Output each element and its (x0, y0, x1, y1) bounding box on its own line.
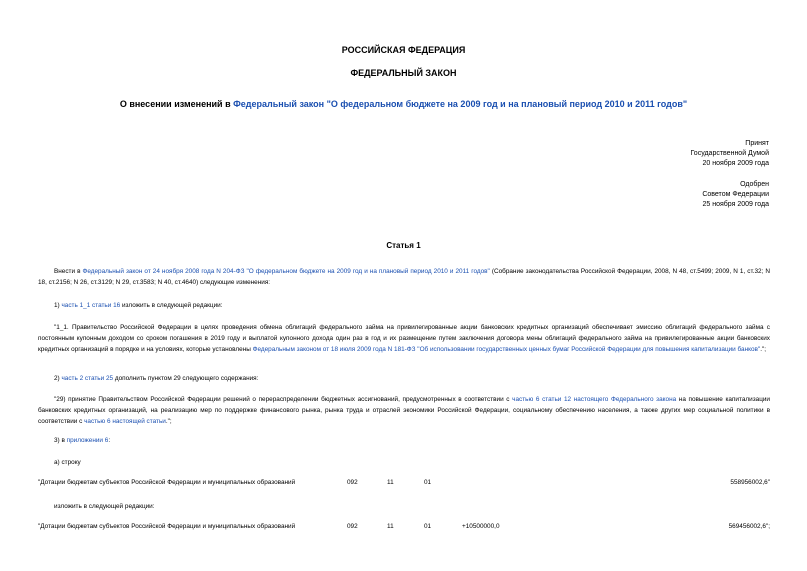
row2-code1: 092 (347, 523, 358, 530)
quote-2 (38, 394, 770, 427)
intro-text-b: (Собрание законодательства Российской Федерации, 2008, N 48, ст.5499; 2009, N 1, ст.32; N 18, ст.2156; N 26, ст.3129; N 29, ст.3583; N 40, ст.4640) следующие изменения: (38, 268, 771, 286)
quote-1 (38, 322, 770, 355)
item-1 (54, 300, 223, 311)
approved-date: 25 ноября 2009 года (702, 201, 769, 208)
quote1-text-b: ."; (760, 346, 767, 353)
intro-text-a: Внести в (54, 268, 83, 275)
item1-text-a: 1) (54, 302, 62, 309)
law-title-prefix: О внесении изменений в (119, 99, 234, 109)
law-title (0, 99, 807, 109)
accepted-body: Государственной Думой (690, 150, 769, 157)
table-row (38, 523, 770, 533)
item-3 (54, 435, 110, 446)
item-2 (54, 373, 258, 384)
item3-link[interactable]: приложении 6 (66, 437, 109, 444)
adoption-duma (690, 139, 769, 169)
law-type-heading: ФЕДЕРАЛЬНЫЙ ЗАКОН (350, 68, 457, 78)
row1-name: "Дотации бюджетам субъектов Российской Федерации и муниципальных образований (38, 479, 296, 486)
row2-amount: 569456002,6"; (728, 523, 770, 530)
row1-code3: 01 (424, 479, 432, 486)
quote1-text-a: "1_1. Правительство Российской Федерации в целях проведения обмена облигаций федерального займа на привилегированные акции банковских кредитных организаций обеспечивает эмиссию облигаций федерального займа с постоянным купонным доходом со сроком погашения в 2019 году и выплатой купонного дохода один раз в год и их размещение путем заключения договора мены облигаций федерального займа на привилегированные акции банковских кредитных организаций в порядке и на условиях, которые установлены (38, 324, 770, 353)
adoption-council (702, 180, 769, 210)
quote2-link-2[interactable]: частью 6 настоящей статьи (84, 418, 166, 425)
row2-code3: 01 (424, 523, 432, 530)
row1-code1: 092 (347, 479, 358, 486)
item3-text-a: 3) в (54, 437, 67, 444)
approved-label: Одобрен (740, 181, 769, 188)
quote2-link-1[interactable]: частью 6 статьи 12 настоящего Федерального закона (512, 396, 677, 403)
item2-text-b: дополнить пунктом 29 следующего содержания: (113, 375, 259, 382)
item3-text-b: : (108, 437, 111, 444)
item1-link[interactable]: часть 1_1 статьи 16 (61, 302, 121, 309)
law-title-link[interactable]: Федеральный закон "О федеральном бюджете на 2009 год и на плановый период 2010 и 2011 годов" (233, 99, 688, 109)
article-heading: Статья 1 (386, 241, 421, 250)
row2-name: "Дотации бюджетам субъектов Российской Федерации и муниципальных образований (38, 523, 296, 530)
table-row (38, 479, 770, 489)
quote2-text-a: "29) принятие Правительством Российской Федерации решений о перераспределении бюджетных ассигнований, предусмотренных в соответствии с (54, 396, 513, 403)
article-intro (38, 266, 770, 288)
intro-law-link[interactable]: Федеральный закон от 24 ноября 2008 года N 204-ФЗ "О федеральном бюджете на 2009 год и на плановый период 2010 и 2011 годов" (82, 268, 490, 275)
row1-amount: 558956002,6" (730, 479, 770, 486)
item2-text-a: 2) (54, 375, 62, 382)
quote2-text-b: на повышение капитализации банковских кредитных организаций, на реализацию мер по поддержке финансового рынка, рынка труда и отраслей экономики Российской Федерации, социальному обеспечению населения, а также других мер социальной политики в соответствии с (38, 396, 770, 425)
item1-text-b: изложить в следующей редакции: (120, 302, 223, 309)
row1-code2: 11 (387, 479, 394, 486)
replace-text: изложить в следующей редакции: (54, 503, 155, 510)
country-heading: РОССИЙСКАЯ ФЕДЕРАЦИЯ (341, 45, 466, 55)
accepted-date: 20 ноября 2009 года (702, 160, 769, 167)
item2-link[interactable]: часть 2 статьи 25 (61, 375, 114, 382)
row2-change: +10500000,0 (462, 523, 500, 530)
accepted-label: Принят (745, 140, 769, 147)
row2-code2: 11 (387, 523, 394, 530)
approved-body: Советом Федерации (702, 191, 769, 198)
quote2-text-c: ."; (165, 418, 172, 425)
quote1-link[interactable]: Федеральным законом от 18 июля 2009 года N 181-ФЗ "Об использовании государственных ценных бумаг Российской Федерации для повышения капитализации банков" (252, 346, 761, 353)
item-3a: а) строку (54, 459, 81, 466)
